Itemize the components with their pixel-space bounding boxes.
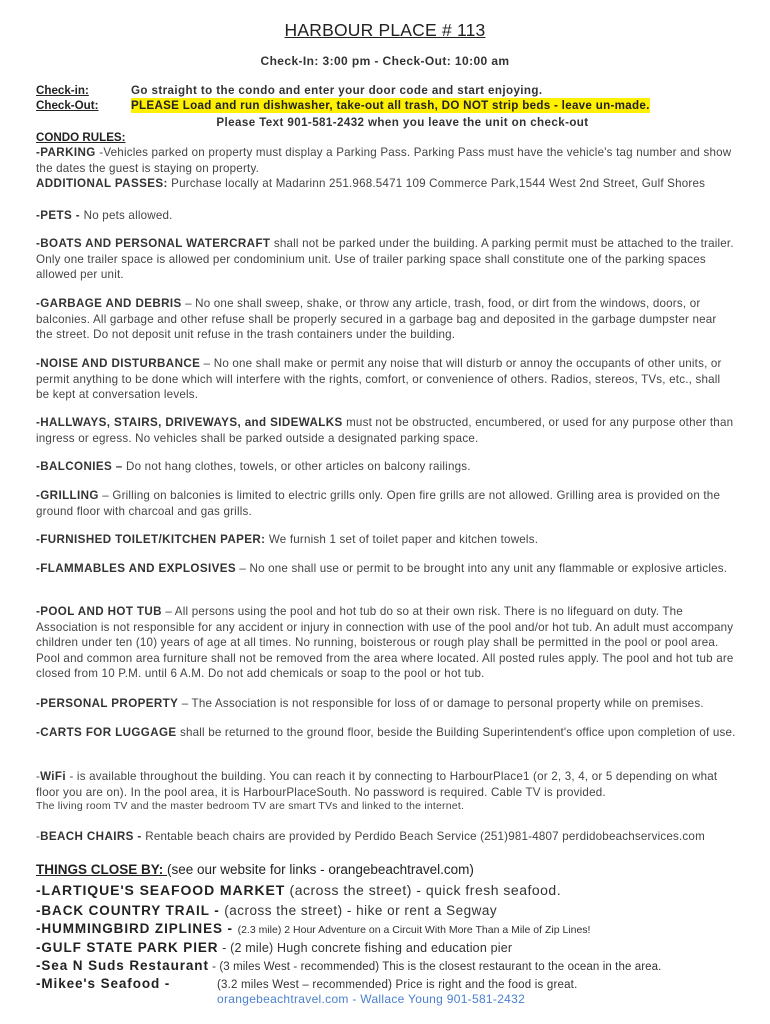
place-name: -Sea N Suds Restaurant — [36, 958, 209, 973]
place-mikees-seafood — [36, 976, 577, 991]
place-name: -LARTIQUE'S SEAFOOD MARKET — [36, 882, 286, 898]
rule-balconies — [36, 459, 736, 475]
rule-boats-text: shall not be parked under the building. A parking permit must be attached to the trailer. Only one trailer space is allowed per condominium unit. Use of trailer parking space shall constitute one of the parking spaces allowed per unit. — [36, 237, 734, 282]
rule-additional-passes — [36, 176, 736, 192]
checkout-row — [36, 98, 736, 113]
rule-parking-heading: -PARKING — [36, 146, 100, 159]
rule-parking-text: -Vehicles parked on property must display a Parking Pass. Parking Pass must have the vehicle's tag number and show the dates the guest is staying on property. — [36, 146, 732, 175]
place-lartique — [36, 882, 561, 898]
things-close-by-text: (see our website for links - orangebeachtravel.com) — [167, 862, 474, 877]
things-close-by-label: THINGS CLOSE BY: — [36, 862, 168, 877]
rule-parking — [36, 145, 736, 176]
rule-pets-heading: -PETS - — [36, 209, 84, 222]
rule-noise — [36, 356, 736, 403]
rule-balconies-text: Do not hang clothes, towels, or other articles on balcony railings. — [122, 460, 471, 473]
rule-pool-heading: -POOL AND HOT TUB — [36, 605, 162, 618]
rule-property-heading: -PERSONAL PROPERTY — [36, 697, 179, 710]
things-close-by — [36, 862, 474, 877]
rule-hallways-text: must not be obstructed, encumbered, or used for any purpose other than ingress or egress. No vehicles shall be parked outside a designated parking space. — [36, 416, 734, 445]
place-gulf-state-park-pier — [36, 940, 512, 955]
place-desc: - (3 miles West - recommended) This is the closest restaurant to the ocean in the area. — [208, 961, 662, 973]
place-name: -Mikee's Seafood - — [36, 976, 171, 991]
rule-toilet-text: We furnish 1 set of toilet paper and kitchen towels. — [265, 533, 539, 546]
checkin-checkout-times: Check-In: 3:00 pm - Check-Out: 10:00 am — [260, 54, 510, 68]
place-name: -BACK COUNTRY TRAIL - — [36, 903, 225, 918]
rule-flammables — [36, 561, 736, 577]
rule-chairs-text: Rentable beach chairs are provided by Perdido Beach Service (251)981-4807 perdidobeachservices.com — [145, 830, 705, 843]
rule-wifi-dash: - — [36, 770, 41, 783]
place-back-country-trail — [36, 903, 497, 918]
rule-garbage — [36, 296, 736, 343]
rule-carts — [36, 725, 736, 741]
page-title: HARBOUR PLACE # 113 — [284, 20, 486, 40]
condo-rules-heading: CONDO RULES: — [36, 131, 126, 144]
place-desc: (across the street) - hike or rent a Segway — [224, 903, 498, 918]
rule-passes-text: Purchase locally at Madarinn 251.968.5471 109 Commerce Park,1544 West 2nd Street, Gulf Shores — [167, 177, 706, 190]
rule-toilet-heading: -FURNISHED TOILET/KITCHEN PAPER: — [36, 533, 266, 546]
rule-balconies-heading: -BALCONIES – — [36, 460, 123, 473]
text-instruction: Please Text 901-581-2432 when you leave the unit on check-out — [216, 116, 589, 129]
rule-noise-heading: -NOISE AND DISTURBANCE — [36, 357, 201, 370]
checkout-text: PLEASE Load and run dishwasher, take-out all trash, DO NOT strip beds - leave un-made. — [131, 99, 650, 112]
place-sea-n-suds — [36, 958, 661, 973]
rule-hallways — [36, 415, 736, 446]
place-hummingbird — [36, 921, 590, 936]
rule-garbage-heading: -GARBAGE AND DEBRIS — [36, 297, 182, 310]
rule-carts-text: shall be returned to the ground floor, beside the Building Superintendent's office upon completion of use. — [176, 726, 736, 739]
website-contact-link[interactable]: orangebeachtravel.com - Wallace Young 901-581-2432 — [217, 992, 526, 1006]
place-name: -HUMMINGBIRD ZIPLINES - — [36, 921, 238, 936]
rule-wifi — [36, 769, 736, 800]
place-desc: (3.2 miles West – recommended) Price is right and the food is great. — [217, 979, 578, 991]
rule-noise-text: – No one shall make or permit any noise that will disturb or annoy the occupants of other units, or permit anything to be done which will interfere with the rights, comfort, or convenience of others. Radios, stereos, TVs, etc., shall be kept at conversation levels. — [36, 357, 722, 402]
place-desc: (across the street) - quick fresh seafood. — [285, 882, 562, 898]
rule-passes-heading: ADDITIONAL PASSES: — [36, 177, 168, 190]
rule-garbage-text: – No one shall sweep, shake, or throw any article, trash, food, or dirt from the windows, doors, or balconies. All garbage and other refuse shall be properly secured in a garbage bag and deposited in the garbage dumpster near the street. Do not deposit unit refuse in the trash containers under the building. — [36, 297, 717, 342]
rule-hallways-heading: -HALLWAYS, STAIRS, DRIVEWAYS, and SIDEWALKS — [36, 416, 343, 429]
checkin-text: Go straight to the condo and enter your door code and start enjoying. — [131, 84, 543, 97]
rule-flammables-text: – No one shall use or permit to be brought into any unit any flammable or explosive articles. — [236, 562, 728, 575]
rule-pets-text: No pets allowed. — [83, 209, 173, 222]
rule-beach-chairs — [36, 829, 736, 845]
rule-pool — [36, 604, 736, 682]
rule-flammables-heading: -FLAMMABLES AND EXPLOSIVES — [36, 562, 236, 575]
rule-chairs-heading: BEACH CHAIRS - — [40, 830, 146, 843]
rule-carts-heading: -CARTS FOR LUGGAGE — [36, 726, 177, 739]
rule-wifi-heading: WiFi — [40, 770, 67, 783]
rule-pets — [36, 208, 736, 224]
rule-grilling-text: – Grilling on balconies is limited to electric grills only. Open fire grills are not allowed. Grilling area is provided on the ground floor with charcoal and gas grills. — [36, 489, 721, 518]
rule-grilling — [36, 488, 736, 519]
rule-chairs-dash: - — [36, 830, 41, 843]
rule-grilling-heading: -GRILLING — [36, 489, 99, 502]
place-desc: - (2 mile) Hugh concrete fishing and education pier — [218, 941, 513, 955]
rule-boats — [36, 236, 736, 283]
place-name: -GULF STATE PARK PIER — [36, 940, 219, 955]
rule-boats-heading: -BOATS AND PERSONAL WATERCRAFT — [36, 237, 271, 250]
place-desc: (2.3 mile) 2 Hour Adventure on a Circuit With More Than a Mile of Zip Lines! — [237, 924, 591, 936]
checkout-label: Check-Out: — [36, 99, 99, 112]
checkin-label: Check-in: — [36, 84, 89, 97]
checkout-text-line — [0, 115, 770, 130]
rule-property-text: – The Association is not responsible for loss of or damage to personal property while on premises. — [178, 697, 704, 710]
rule-wifi-tv-note: The living room TV and the master bedroom TV are smart TVs and linked to the internet. — [36, 800, 465, 812]
rule-pool-text: – All persons using the pool and hot tub do so at their own risk. There is no lifeguard on duty. The Association is not responsible for any accident or injury in connection with use of the pool and/or hot tub. An adult must accompany children under ten (10) years of age at all times. No running, boisterous or rough play shall be permitted in the pool or pool area. Pool and common area furniture shall not be removed from the area where located. All posted rules apply. The pool and hot tub are closed from 10 P.M. until 6 A.M. Do not add chemicals or soap to the pool or hot tub. — [36, 605, 734, 681]
rule-personal-property — [36, 696, 736, 712]
rule-toilet-paper — [36, 532, 736, 548]
checkin-row — [36, 83, 736, 98]
rule-wifi-text: - is available throughout the building. You can reach it by connecting to HarbourPlace1 (or 2, 3, 4, or 5 depending on what floor you are on). In the pool area, it is HarbourPlaceSouth. No password is required. Cable TV is provided. — [36, 770, 718, 799]
